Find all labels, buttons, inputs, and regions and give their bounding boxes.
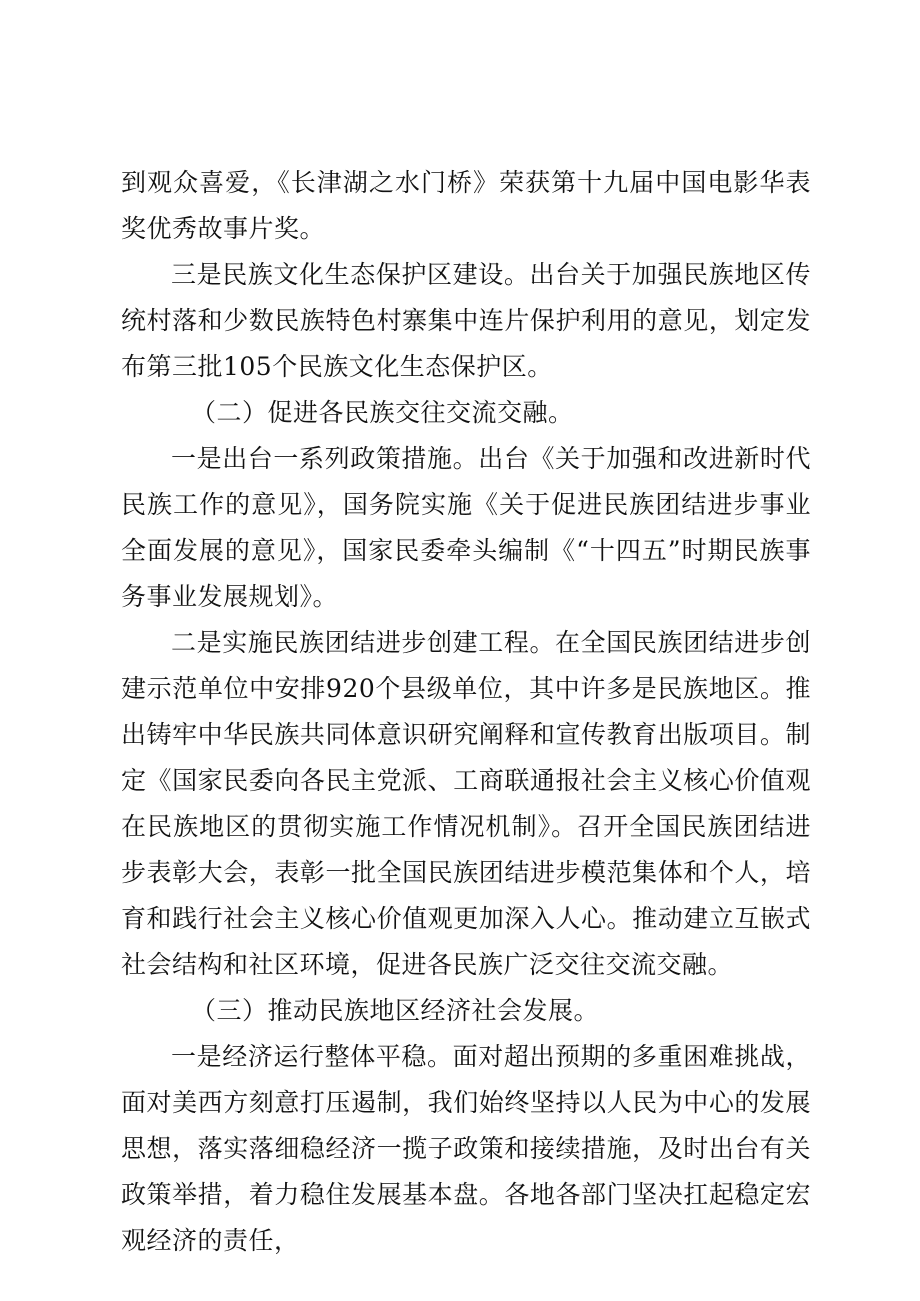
section-heading-2: （二）促进各民族交往交流交融。 xyxy=(191,398,574,427)
paragraph-continuation: 到观众喜爱，《长津湖之水门桥》荣获第十九届中国电影华表奖优秀故事片奖。 xyxy=(121,168,811,243)
paragraph-economy: 一是经济运行整体平稳。面对超出预期的多重困难挑战，面对美西方刻意打压遏制，我们始终坚持以人民为中心的发展思想，落实落细稳经济一揽子政策和接续措施，及时出台有关政策举措，着力稳住发展基本盘。各地各部门坚决扛起稳定宏观经济的责任， xyxy=(121,1042,811,1255)
document-body xyxy=(121,160,811,1264)
paragraph-cultural-protection-zones: 三是民族文化生态保护区建设。出台关于加强民族地区传统村落和少数民族特色村寨集中连片保护利用的意见，划定发布第三批105个民族文化生态保护区。 xyxy=(121,260,811,381)
paragraph-policy-measures: 一是出台一系列政策措施。出台《关于加强和改进新时代民族工作的意见》，国务院实施《关于促进民族团结进步事业全面发展的意见》，国家民委牵头编制《“十四五”时期民族事务事业发展规划》。 xyxy=(121,444,811,611)
section-heading-3: （三）推动民族地区经济社会发展。 xyxy=(191,996,600,1025)
paragraph-unity-project: 二是实施民族团结进步创建工程。在全国民族团结进步创建示范单位中安排920个县级单位，其中许多是民族地区。推出铸牢中华民族共同体意识研究阐释和宣传教育出版项目。制定《国家民委向各民主党派、工商联通报社会主义核心价值观在民族地区的贯彻实施工作情况机制》。召开全国民族团结进步表彰大会，表彰一批全国民族团结进步模范集体和个人，培育和践行社会主义核心价值观更加深入人心。推动建立互嵌式社会结构和社区环境，促进各民族广泛交往交流交融。 xyxy=(121,628,811,979)
